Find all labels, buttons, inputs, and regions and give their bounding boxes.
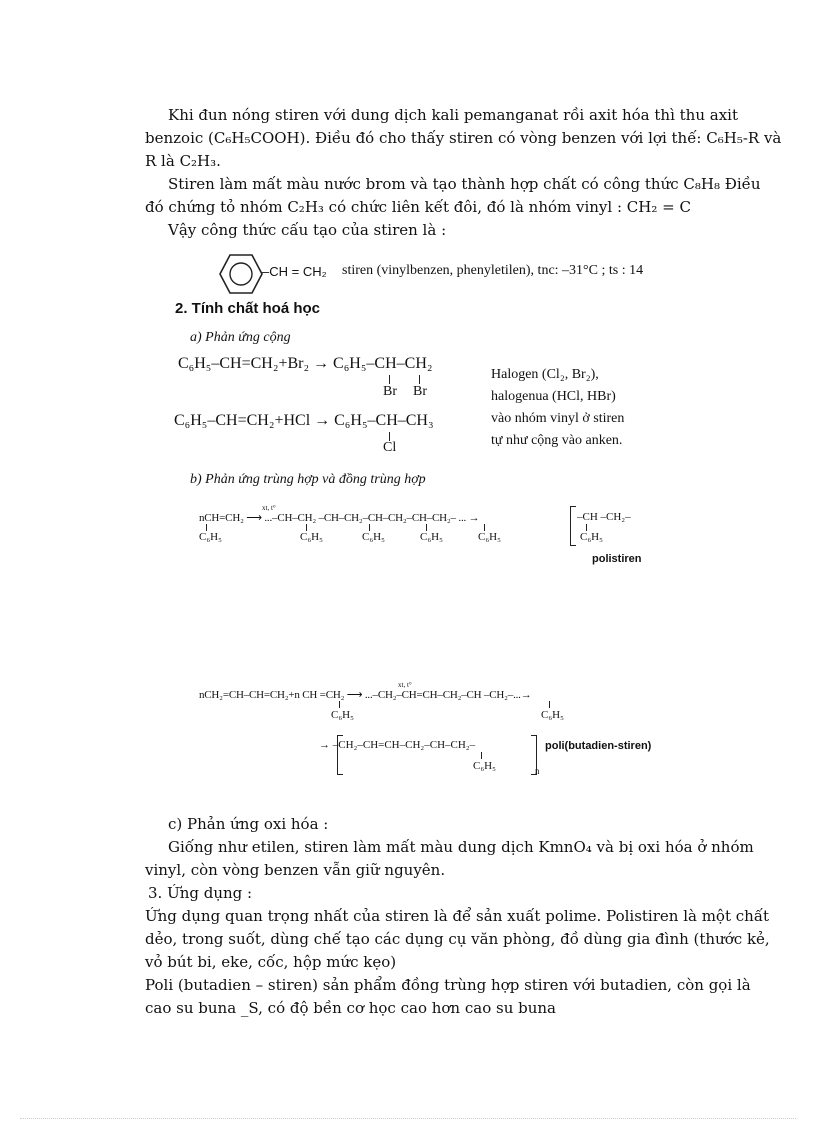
page-footer-rule <box>20 1118 796 1119</box>
styrene-vinyl-group: –CH = CH₂ <box>262 264 327 279</box>
section-3-p1-line3: vỏ bút bi, eke, cốc, hộp mức kẹo) <box>145 953 397 971</box>
polystyrene-sub: C₆H₅ <box>580 531 603 543</box>
bromine-sub-1: Br <box>383 384 397 399</box>
hcl-sub: Cl <box>383 440 397 455</box>
poly-sub-1: C₆H₅ <box>199 531 222 543</box>
polystyrene-bracket-left <box>570 506 576 546</box>
section-c-heading: c) Phản ứng oxi hóa : <box>168 815 329 833</box>
styrene-structure <box>218 252 678 298</box>
copolymer-sub: C₆H₅ <box>473 760 496 772</box>
intro-p1-line1: Khi đun nóng stiren với dung dịch kali pemanganat rồi axit hóa thì thu axit <box>168 106 738 124</box>
styrene-caption: stiren (vinylbenzen, phenyletilen), tnc: –31°C ; ts : 14 <box>342 263 644 278</box>
note-line-1: Halogen (Cl₂, Br₂), <box>491 367 599 382</box>
polistiren-label: polistiren <box>592 553 642 565</box>
intro-p3: Vậy công thức cấu tạo của stiren là : <box>168 221 447 239</box>
section-2b-heading: b) Phản ứng trùng hợp và đồng trùng hợp <box>190 472 426 487</box>
note-line-4: tự như cộng vào anken. <box>491 433 623 448</box>
copolymer-n: n <box>535 766 540 776</box>
copoly-sub-1: C₆H₅ <box>331 709 354 721</box>
copolymer-label: poli(butadien-stiren) <box>545 740 652 752</box>
equation-hcl: C₆H₅–CH=CH₂+HCl → C₆H₅–CH–CH₃ <box>174 412 434 429</box>
bromine-sub-2: Br <box>413 384 427 399</box>
intro-p2-line2: đó chứng tỏ nhóm C₂H₃ có chức liên kết đôi, đó là nhóm vinyl : CH₂ = C <box>145 198 691 216</box>
section-c-line1: Giống như etilen, stiren làm mất màu dung dịch KmnO₄ và bị oxi hóa ở nhóm <box>168 838 754 856</box>
section-3-p2-line1: Poli (butadien – stiren) sản phẩm đồng trùng hợp stiren với butadien, còn gọi là <box>145 976 751 994</box>
section-2a-heading: a) Phản ứng cộng <box>190 330 291 345</box>
poly-sub-2: C₆H₅ <box>300 531 323 543</box>
benzene-ring-icon <box>218 252 264 296</box>
polystyrene-unit: –CH –CH₂– <box>577 511 631 523</box>
poly-sub-4: C₆H₅ <box>420 531 443 543</box>
poly-sub-3: C₆H₅ <box>362 531 385 543</box>
section-3-p1-line2: dẻo, trong suốt, dùng chế tạo các dụng cụ văn phòng, đồ dùng gia đình (thước kẻ, <box>145 930 770 948</box>
section-2-heading: 2. Tính chất hoá học <box>175 300 321 317</box>
poly-condition: xt, t° <box>262 504 276 512</box>
polymerization-equation: nCH=CH₂ ⟶ ...–CH–CH₂ –CH–CH₂–CH–CH₂–CH–CH₂– ... → <box>199 512 480 524</box>
copoly-condition: xt, t° <box>398 681 412 689</box>
copoly-sub-2: C₆H₅ <box>541 709 564 721</box>
halogen-note <box>491 364 624 452</box>
poly-sub-5: C₆H₅ <box>478 531 501 543</box>
section-3-p1-line1: Ứng dụng quan trọng nhất của stiren là để sản xuất polime. Polistiren là một chất <box>145 907 770 925</box>
intro-p1-line2: benzoic (C₆H₅COOH). Điều đó cho thấy stiren có vòng benzen với lợi thế: C₆H₅-R và <box>145 129 782 147</box>
section-3-heading: 3. Ứng dụng : <box>148 884 253 902</box>
equation-bromine: C₆H₅–CH=CH₂+Br₂ → C₆H₅–CH–CH₂ <box>178 355 433 372</box>
note-line-3: vào nhóm vinyl ở stiren <box>491 411 625 426</box>
intro-p1-line3: R là C₂H₃. <box>145 152 221 170</box>
note-line-2: halogenua (HCl, HBr) <box>491 389 616 404</box>
copolymer-unit: → –CH₂–CH=CH–CH₂–CH–CH₂– <box>319 739 476 751</box>
intro-p2-line1: Stiren làm mất màu nước brom và tạo thành hợp chất có công thức C₈H₈ Điều <box>168 175 761 193</box>
section-3-p2-line2: cao su buna _S, có độ bền cơ học cao hơn cao su buna <box>145 999 556 1017</box>
section-c-line2: vinyl, còn vòng benzen vẫn giữ nguyên. <box>145 861 446 879</box>
copolymerization-equation: nCH₂=CH–CH=CH₂+n CH =CH₂ ⟶ ...–CH₂–CH=CH–CH₂–CH –CH₂–...→ <box>199 689 532 701</box>
